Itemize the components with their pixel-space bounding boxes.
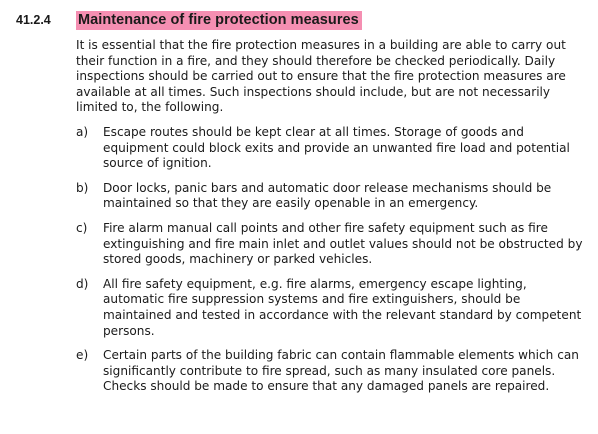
list-item-text: Fire alarm manual call points and other fire safety equipment such as fire extinguishing and fire main inlet and outlet values should not be obstructed by stored goods, machinery or parked vehicles.	[103, 220, 583, 267]
list-item-text: All fire safety equipment, e.g. fire alarms, emergency escape lighting, automatic fire suppression systems and fire extinguishers, should be maintained and tested in accordance with the relevant standard by competent persons.	[103, 276, 582, 338]
list-marker: d)	[76, 276, 89, 291]
list-marker: e)	[76, 348, 89, 363]
inspection-list	[76, 125, 588, 395]
list-item	[76, 221, 588, 268]
list-item	[76, 348, 588, 395]
section-heading	[16, 10, 362, 30]
intro-paragraph: It is essential that the fire protection measures in a building are able to carry out their function in a fire, and they should therefore be checked periodically. Daily inspections should be carried out to ensure that the fire protection measures are available at all times. Such inspections should include, but are not necessarily limited to, the following.	[76, 38, 566, 115]
list-item	[76, 181, 588, 212]
list-item	[76, 277, 588, 339]
list-marker: c)	[76, 220, 88, 235]
list-marker: b)	[76, 180, 89, 195]
list-item	[76, 125, 588, 172]
list-item-text: Door locks, panic bars and automatic door release mechanisms should be maintained so that they are easily openable in an emergency.	[103, 180, 552, 211]
list-item-text: Certain parts of the building fabric can contain flammable elements which can significantly contribute to fire spread, such as many insulated core panels. Checks should be made to ensure that any damaged panels are repaired.	[103, 348, 579, 394]
section-title: Maintenance of fire protection measures	[76, 11, 362, 30]
section-number: 41.2.4	[16, 13, 51, 27]
list-item-text: Escape routes should be kept clear at all times. Storage of goods and equipment could block exits and provide an unwanted fire load and potential source of ignition.	[103, 125, 570, 171]
list-marker: a)	[76, 125, 89, 139]
